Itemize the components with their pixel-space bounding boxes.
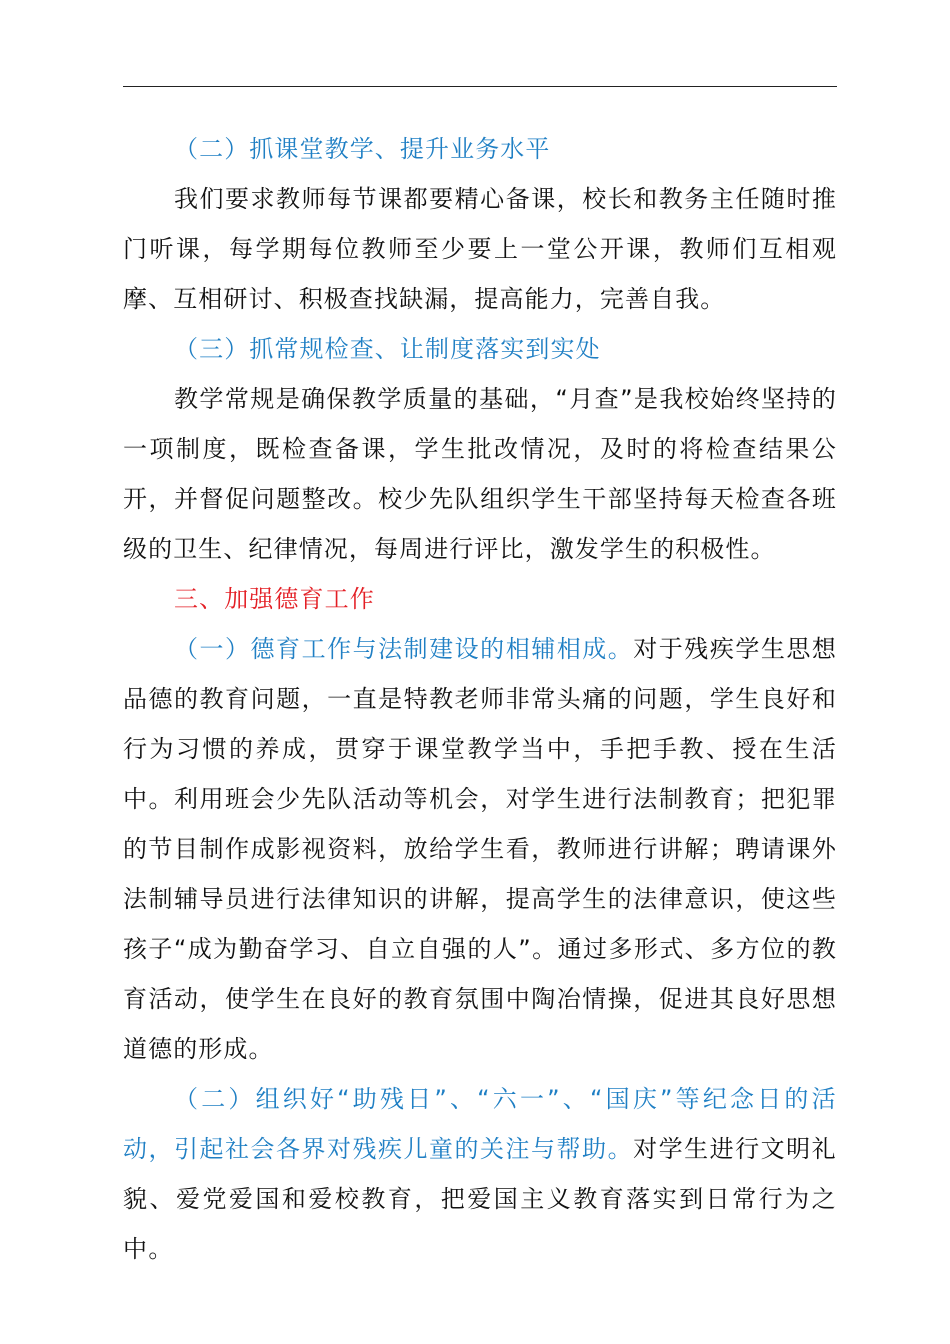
paragraph-text: 对于残疾学生思想品德的教育问题，一直是特教老师非常头痛的问题，学生良好和行为习惯的养成，贯穿于课堂教学当中，手把手教、授在生活中。利用班会少先队活动等机会，对学生进行法制教育；把犯罪的节目制作成影视资料，放给学生看，教师进行讲解；聘请课外法制辅导员进行法律知识的讲解，提高学生的法律意识，使这些孩子“成为勤奋学习、自立自强的人”。通过多形式、多方位的教育活动，使学生在良好的教育氛围中陶冶情操，促进其良好思想道德的形成。 xyxy=(123,635,837,1063)
paragraph-text: 我们要求教师每节课都要精心备课，校长和教务主任随时推门听课，每学期每位教师至少要上一堂公开课，教师们互相观摩、互相研讨、积极查找缺漏，提高能力，完善自我。 xyxy=(123,185,837,313)
paragraph-routine-inspection xyxy=(123,374,837,574)
subheading-text: （三）抓常规检查、让制度落实到实处 xyxy=(174,335,601,363)
subheading-inline-text: （一）德育工作与法制建设的相辅相成。 xyxy=(174,635,634,663)
subheading-inline-text: （二）组织好“助残日”、“六一”、“国庆”等纪念日的活动，引起社会各界对残疾儿童的关注与帮助。 xyxy=(123,1085,837,1163)
document-body xyxy=(123,124,837,1274)
paragraph-classroom-teaching xyxy=(123,174,837,324)
paragraph-text: 对学生进行文明礼貌、爱党爱国和爱校教育，把爱国主义教育落实到日常行为之中。 xyxy=(123,1135,838,1263)
subheading-classroom-teaching xyxy=(123,124,837,174)
section-heading-text: 三、加强德育工作 xyxy=(174,585,375,613)
subheading-routine-inspection xyxy=(123,324,837,374)
subheading-text: （二）抓课堂教学、提升业务水平 xyxy=(174,135,551,163)
header-rule xyxy=(123,86,837,87)
paragraph-text: 教学常规是确保教学质量的基础，“月查”是我校始终坚持的一项制度，既检查备课，学生批改情况，及时的将检查结果公开，并督促问题整改。校少先队组织学生干部坚持每天检查各班级的卫生、纪律情况，每周进行评比，激发学生的积极性。 xyxy=(123,385,837,563)
paragraph-commemoration-days xyxy=(123,1074,837,1274)
paragraph-moral-and-legal xyxy=(123,624,837,1074)
section-heading-moral-education xyxy=(123,574,837,624)
